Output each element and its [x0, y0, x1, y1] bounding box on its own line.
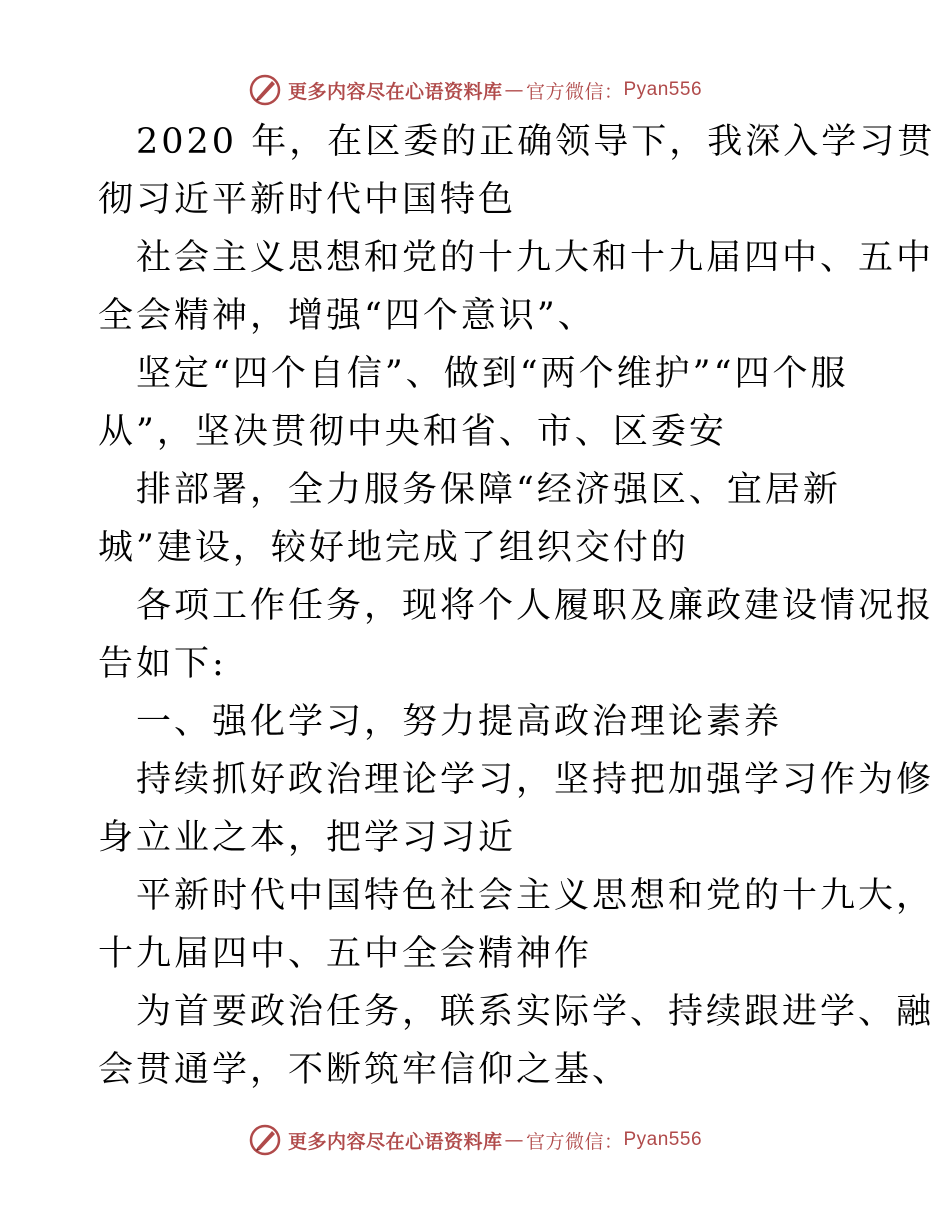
quill-pen-logo-icon — [248, 73, 282, 107]
text-line: 从”，坚决贯彻中央和省、市、区委安 — [98, 412, 727, 452]
banner-separator: — — [504, 79, 524, 101]
banner-wechat-label: 官方微信： — [525, 1130, 624, 1153]
text-line: 会贯通学，不断筑牢信仰之基、 — [98, 1050, 631, 1090]
banner-title: 更多内容尽在心语资料库 — [287, 80, 503, 103]
banner-wechat-id: Pyan556 — [623, 1129, 703, 1150]
text-line: 2020 年，在区委的正确领导下，我深入学习贯 — [136, 122, 936, 162]
text-line: 持续抓好政治理论学习，坚持把加强学习作为修 — [136, 760, 935, 800]
text-line: 排部署，全力服务保障“经济强区、宜居新 — [136, 470, 841, 510]
section-heading: 一、强化学习，努力提高政治理论素养 — [136, 702, 783, 742]
footer-watermark-banner — [0, 1120, 950, 1160]
text-line: 社会主义思想和党的十九大和十九届四中、五中 — [136, 238, 935, 278]
text-line: 身立业之本，把学习习近 — [98, 818, 517, 858]
text-line: 彻习近平新时代中国特色 — [98, 180, 517, 220]
header-watermark-banner — [0, 70, 950, 110]
text-line: 城”建设，较好地完成了组织交付的 — [98, 528, 689, 568]
text-line: 十九届四中、五中全会精神作 — [98, 934, 593, 974]
text-line: 全会精神，增强“四个意识”、 — [98, 296, 596, 336]
text-line: 各项工作任务，现将个人履职及廉政建设情况报 — [136, 586, 935, 626]
banner-separator: — — [504, 1129, 524, 1151]
text-line: 为首要政治任务，联系实际学、持续跟进学、融 — [136, 992, 935, 1032]
banner-wechat-label: 官方微信： — [525, 80, 624, 103]
text-line: 平新时代中国特色社会主义思想和党的十九大， — [136, 876, 935, 916]
banner-title: 更多内容尽在心语资料库 — [287, 1130, 503, 1153]
text-line: 告如下: — [98, 644, 227, 684]
text-line: 坚定“四个自信”、做到“两个维护”“四个服 — [136, 354, 849, 394]
banner-wechat-id: Pyan556 — [623, 79, 703, 100]
quill-pen-logo-icon — [248, 1123, 282, 1157]
